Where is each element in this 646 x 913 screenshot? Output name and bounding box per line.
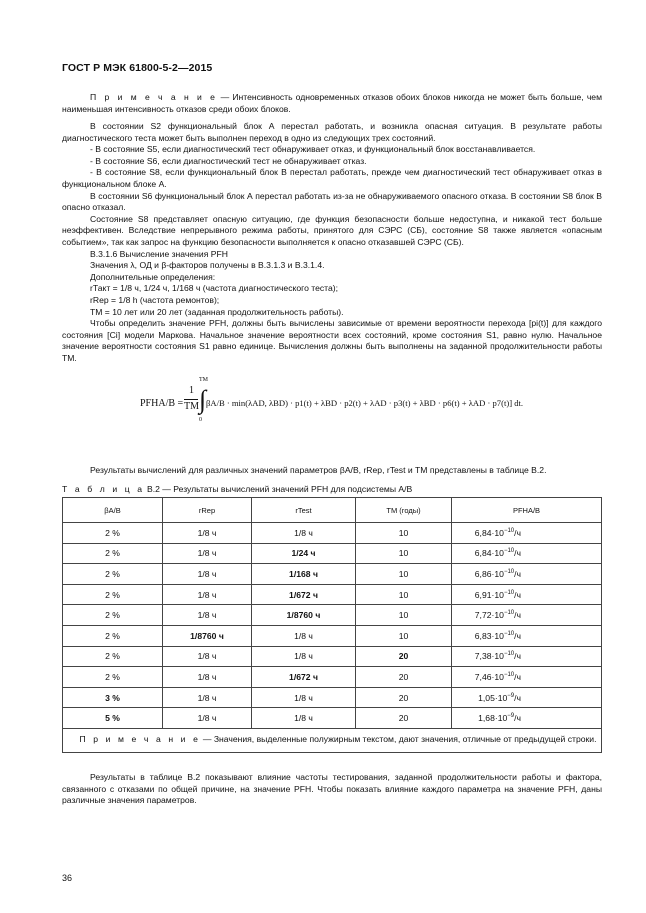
- section-heading: B.3.1.6 Вычисление значения PFH: [90, 248, 228, 259]
- paragraph: Состояние S8 представляет опасную ситуацию, где функция безопасности больше недоступна, и никакой тест больше неэффективен. Вследствие непрерывного режима работы, принятого для СЭРС (СБ), состояние S8 также является «опасным событием», так как запрос на функцию безопасности выполняется к опасно отказавшей СЭРС (СБ).: [62, 213, 602, 247]
- paragraph: Чтобы определить значение PFH, должны быть вычислены зависимые от времени вероятности перехода [pi(t)] для каждого состояния [Ci] модели Маркова. Начальное значение вероятности всех состояний, кроме состояния S1, равно нулю. Начальное значение вероятности состояния S1 равно единице. Вычисления должны быть выполнены на заданной продолжительности работы TM.: [62, 318, 602, 363]
- cell-rtest: 1/8 ч: [252, 646, 356, 667]
- cell-tm: 20: [356, 667, 452, 688]
- cell-pfh: $7,72\cdot 10^{-10}/ч$: [452, 605, 602, 626]
- table-header-row: [63, 498, 602, 523]
- column-header: PFHA/B: [452, 498, 602, 523]
- cell-tm: 10: [356, 543, 452, 564]
- cell-tm: 10: [356, 605, 452, 626]
- formula-integrand: βA/B · min(λAD, λBD) · p1(t) + λBD · p2(t) + λAD · p3(t) + λBD · p6(t) + λAD · p7(t)] dt.: [206, 398, 524, 408]
- table-row: [63, 584, 602, 605]
- paragraph: В состоянии S6 функциональный блок А перестал работать из-за не обнаруживаемого опасного отказа. В состоянии S8 блок В опасно отказал.: [62, 190, 602, 213]
- cell-rrep: 1/8 ч: [163, 646, 252, 667]
- table-row: [63, 543, 602, 564]
- cell-pfh: $7,46\cdot 10^{-10}/ч$: [452, 667, 602, 688]
- page-number: 36: [62, 873, 73, 883]
- table-note: [63, 728, 602, 752]
- column-header: βA/B: [63, 498, 163, 523]
- cell-beta: 5 %: [105, 713, 120, 724]
- note-dash: —: [217, 92, 233, 102]
- table-caption-label: Т а б л и ц а: [62, 484, 145, 494]
- definition: TM = 10 лет или 20 лет (заданная продолжительность работы).: [90, 306, 344, 317]
- cell-beta: 2 %: [63, 543, 163, 564]
- fraction-bar: [184, 399, 198, 400]
- list-item: - В состояние S8, если функциональный блок В перестал работать, прежде чем диагностический тест обнаруживает отказ в функциональном блоке А.: [62, 167, 602, 189]
- cell-tm: 20: [398, 651, 409, 662]
- table-row: [63, 523, 602, 544]
- table-row: [63, 646, 602, 667]
- cell-beta: 2 %: [63, 564, 163, 585]
- cell-rtest: 1/8760 ч: [286, 610, 321, 621]
- note-label: П р и м е ч а н и е: [90, 92, 218, 102]
- cell-tm: 10: [356, 523, 452, 544]
- cell-rtest: 1/8 ч: [252, 523, 356, 544]
- cell-pfh: $6,91\cdot 10^{-10}/ч$: [452, 584, 602, 605]
- list-item: - В состояние S6, если диагностический тест не обнаруживает отказ.: [90, 155, 367, 166]
- cell-beta: 2 %: [63, 584, 163, 605]
- definition: rТакт = 1/8 ч, 1/24 ч, 1/168 ч (частота диагностического теста);: [90, 283, 339, 294]
- table-caption-text: B.2 — Результаты вычислений значений PFH для подсистемы A/B: [146, 484, 413, 494]
- cell-pfh: $6,84\cdot 10^{-10}/ч$: [452, 543, 602, 564]
- cell-pfh: $7,38\cdot 10^{-10}/ч$: [452, 646, 602, 667]
- table-row: [63, 605, 602, 626]
- cell-tm: 20: [356, 687, 452, 708]
- cell-rtest: 1/8 ч: [252, 687, 356, 708]
- table-row: [63, 687, 602, 708]
- integral-lower-limit: 0: [199, 417, 202, 423]
- results-intro: Результаты вычислений для различных значений параметров βA/B, rRep, rTest и TM представлены в таблице B.2.: [90, 465, 547, 475]
- cell-rrep: 1/8 ч: [163, 708, 252, 729]
- cell-rtest: 1/672 ч: [289, 589, 318, 600]
- note-block: [62, 92, 602, 115]
- cell-rrep: 1/8 ч: [163, 667, 252, 688]
- paragraph: В состоянии S2 функциональный блок А перестал работать, и возникла опасная ситуация. В результате работы диагностического теста может быть выполнен переход в одно из следующих трех состояний.: [62, 121, 602, 143]
- cell-beta: 2 %: [63, 605, 163, 626]
- cell-rrep: 1/8 ч: [163, 605, 252, 626]
- table-row: [63, 564, 602, 585]
- table-row: [63, 708, 602, 729]
- column-header: rRep: [163, 498, 252, 523]
- cell-tm: 20: [356, 708, 452, 729]
- cell-beta: 2 %: [63, 667, 163, 688]
- column-header: TM (годы): [356, 498, 452, 523]
- cell-rtest: 1/8 ч: [252, 708, 356, 729]
- cell-pfh: $1,68\cdot 10^{-9}/ч$: [452, 708, 602, 729]
- integral-sign: ∫: [199, 385, 207, 414]
- integral-upper-limit: TM: [199, 377, 208, 383]
- cell-pfh: $6,86\cdot 10^{-10}/ч$: [452, 564, 602, 585]
- table-row: [63, 625, 602, 646]
- cell-pfh: $6,83\cdot 10^{-10}/ч$: [452, 625, 602, 646]
- cell-beta: 3 %: [105, 692, 120, 703]
- list-item: - В состояние S5, если диагностический тест обнаруживает отказ, и функциональный блок восстанавливается.: [90, 144, 536, 155]
- formula-lhs: PFHA/B =: [140, 398, 184, 409]
- cell-rrep: 1/8 ч: [163, 523, 252, 544]
- table-note-text: — Значения, выделенные полужирным текстом, дают значения, отличные от предыдущей строки.: [200, 733, 597, 744]
- cell-rtest: 1/8 ч: [252, 625, 356, 646]
- table-note-label: П р и м е ч а н и е: [79, 733, 201, 744]
- formula-denominator: TM: [184, 401, 199, 412]
- cell-rrep: 1/8760 ч: [190, 630, 224, 641]
- cell-rrep: 1/8 ч: [163, 584, 252, 605]
- paragraph: Дополнительные определения:: [90, 271, 216, 282]
- cell-rtest: 1/672 ч: [289, 671, 318, 682]
- cell-tm: 10: [356, 564, 452, 585]
- cell-rtest: 1/168 ч: [289, 568, 318, 579]
- cell-tm: 10: [356, 625, 452, 646]
- body-text: [62, 121, 602, 364]
- definition: rRep = 1/8 h (частота ремонтов);: [90, 294, 220, 305]
- cell-pfh: $6,84\cdot 10^{-10}/ч$: [452, 523, 602, 544]
- table-row: [63, 667, 602, 688]
- formula-numerator: 1: [189, 385, 194, 396]
- cell-pfh: $1,05\cdot 10^{-9}/ч$: [452, 687, 602, 708]
- conclusion: Результаты в таблице B.2 показывают влияние частоты тестирования, заданной продолжительности работы и фактора, связанного с отказами по общей причине, на значение PFH. Чтобы показать влияние каждого параметра на значение PFH, даны различные значения параметров.: [62, 772, 602, 806]
- column-header: rTest: [252, 498, 356, 523]
- cell-rtest: 1/24 ч: [291, 548, 316, 559]
- cell-rrep: 1/8 ч: [163, 687, 252, 708]
- paragraph: Значения λ, ОД и β-факторов получены в B.3.1.3 и B.3.1.4.: [90, 260, 325, 271]
- note-text: Интенсивность одновременных отказов обоих блоков никогда не может быть больше, чем наименьшая интенсивность отказов среди обоих блоков.: [62, 92, 602, 114]
- cell-rrep: 1/8 ч: [163, 564, 252, 585]
- cell-rrep: 1/8 ч: [163, 543, 252, 564]
- cell-beta: 2 %: [63, 523, 163, 544]
- cell-beta: 2 %: [63, 646, 163, 667]
- document-header: ГОСТ Р МЭК 61800-5-2—2015: [62, 62, 213, 74]
- results-table: [62, 497, 602, 753]
- table-note-row: [63, 728, 602, 752]
- cell-tm: 10: [356, 584, 452, 605]
- table-caption: [62, 484, 412, 494]
- cell-beta: 2 %: [63, 625, 163, 646]
